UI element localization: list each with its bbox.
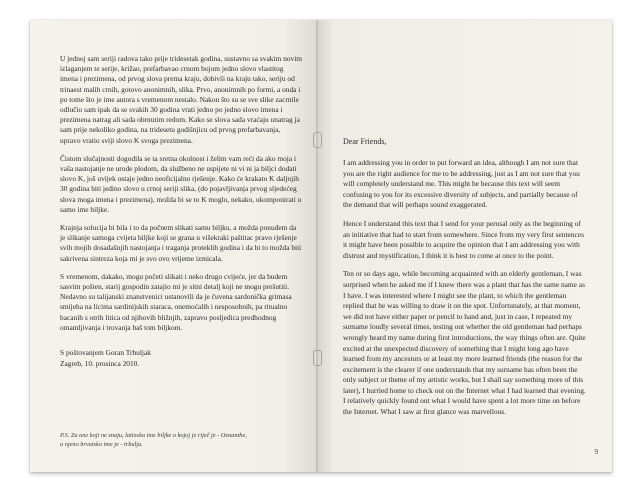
left-text-column	[60, 54, 302, 369]
right-paragraph-1: I am addressing you in order to put forward an idea, although I am not sure that you are the right audience for me to be addressing, just as I am not sure that you will completely understand me. This might be because this text will seem confusing to you for its excessive diversity of subjects, and partially because of the demand that will perhaps sound exaggerated.	[343, 158, 580, 210]
postscript	[60, 431, 302, 449]
right-page	[317, 20, 612, 472]
left-paragraph-1: U jednoj sam seriji radova tako prije tridesetak godina, sustavno sa svakim novim izlaganjem te serije, križao, prefarbavao crnom bojom jedno slovo vlastitog imena i prezimena, od prvog slova prema kraju, dobivši na kraju tako, seriju od trinaest malih crnih, gotovo anonimnih, slika. Prvo, anonimnih po formi, a onda i po tome što je ime autora s vremenom nestalo. Nakon što su se sve slike zacrnile odlučio sam ipak da se svakih 30 godina vrati jedno po jedno slovo imena i prezimena natrag ali sada obrnutim redom. Kako se slova sada vraćaju unatrag ja sam prije nekoliko godina, na tridesetu godišnjicu od prvog prefarbavanja, upravo vratio sviji slovo K svoga prezimena.	[60, 54, 302, 145]
page-number: 9	[594, 448, 598, 456]
book-gutter	[316, 20, 318, 472]
postscript-line-2: a njeno hrvatsko ime je - trbulja.	[60, 441, 143, 448]
signature-block	[60, 347, 302, 369]
signature-date: Zagreb, 10. prosinca 2010.	[60, 359, 140, 369]
right-paragraph-3: Ten or so days ago, while becoming acquainted with an elderly gentleman, I was surprised when he asked me if I knew there was a plant that has the same name as I have. I was interested where I might see the plant, to which the gentleman replied that he was willing to draw it on the spot. Unfortunately, at that moment, we did not have either paper or pencil to hand and, just in case, I repeated my surname loudly several times, testing out whether the old gentleman had perhaps wrongly heard my name during first introductions, the way things often are. Quite excited at the unexpected discovery of something that I might long ago have learned from my ancestors or at least my more learned friends (the reason for the excitement is the clearer if one understands that my surname has often been the only subject or theme of my artistic works, but I shall say something more of this later), I hurried home to check out on the Internet what I had learned that evening. I relatively quickly found out what I would have spent a lot more time on before the Internet. What I saw at first glance was marvellous.	[343, 269, 586, 417]
right-paragraph-2: Hence I understand this text that I send for your perusal only as the beginning of an initiative that had to start from somewhere. Since from my very first sentences it might have been possible to acquire the opinion that I am addressing you with distrust and mystification, I think it is best to come at once to the point.	[343, 218, 584, 260]
postscript-line-1: P.S. Za one koji ne znaju, latinsko ime biljke o kojoj je riječ je - Oenanthe,	[60, 432, 247, 439]
booklet-spread	[30, 20, 612, 472]
left-paragraph-3: Krajnja solucija bi bila i to da počnem slikati samu biljku, a možda ponuđem da je slikanje samoga cvijeta biljke koji se grana u višekraki paštitac pravo rješenje svih mojih dosadašnjih nastojanja i traganja proteklih godina i da bi to možda biti sakrivena sintreza koja mi je svo ovo vrijeme izmicala.	[60, 223, 302, 263]
left-page	[30, 20, 317, 472]
staple-bottom	[313, 350, 322, 366]
left-paragraph-2: Čistom slučajnosti dogodila se ta sretna okolnost i želim vam reći da ako moja i vaša nastojanje ne urode plodom, da službeno ne uspijete ni vi ni ja biljci dodati slovo K, još uvijek ostaje jedno neoficijalno rješenje. Kako će krakato K daljnjih 30 godina biti jedino slovo u crnoj seriji slika, (do pojavljivanja prvog sljedećeg slova moga imena i prezimena), možda bi se to K moglo, nekako, ukomponirati u samo ime biljke.	[60, 153, 302, 214]
right-text-column	[343, 158, 587, 426]
left-paragraph-4: S vremenom, dakako, mogu početi slikati i neko drugo cvijeće, jer da budem sasvim pošten, starij gospodin zatajio mi je sitni detalj koji ne mogu prešutiti. Nedavno su talijanski znanstvenici ustanovili da je čuvena sardonička grimasa smijeha na licima sardinijskih staraca, onemoćalih i nesposobnih, pa ritualno bacanih s otrih litica od njihovih bližnjih, zapravo posljedica predhodnog omamljivanja i trovanja baš tom biljkom.	[60, 271, 292, 332]
staple-top	[313, 132, 322, 148]
greeting: Dear Friends,	[343, 137, 387, 146]
signature-name: S poštovanjem Goran Trbuljak	[60, 348, 151, 358]
